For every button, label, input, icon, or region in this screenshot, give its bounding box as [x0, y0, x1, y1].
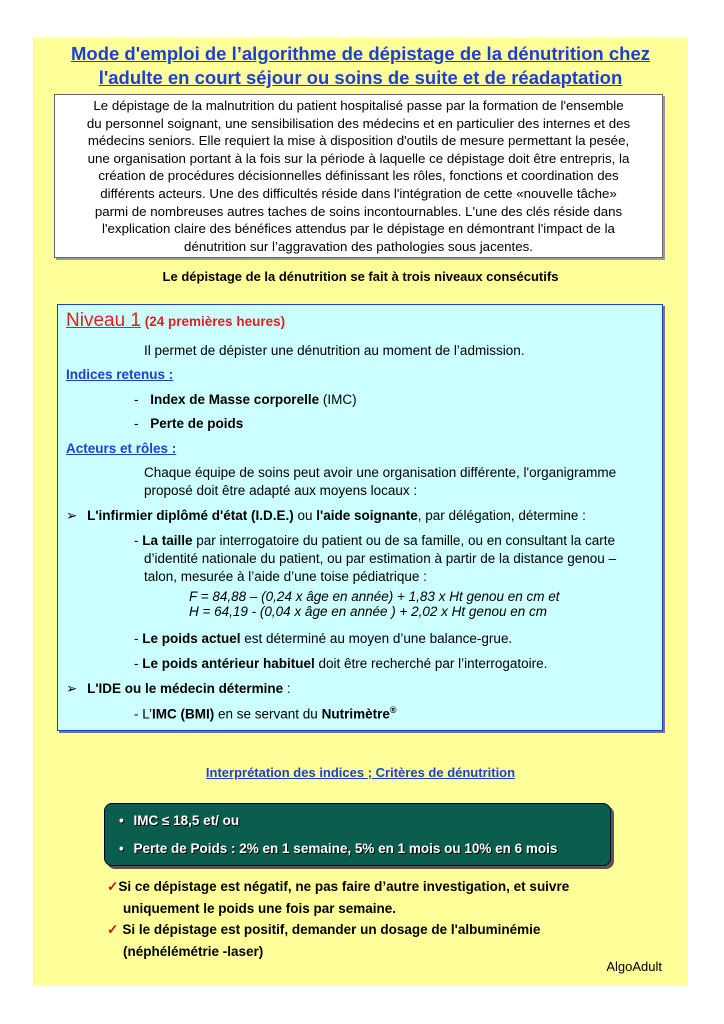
ide-medecin-suffix: :	[283, 681, 291, 696]
intro-line: du personnel soignant, une sensibilisation des médecins et en particulier des internes et des	[86, 115, 631, 131]
intro-line: une organisation portant à la fois sur la période à laquelle ce dépistage doit être entrepris, la	[87, 150, 630, 166]
ide-suffix: , par délégation, détermine :	[417, 508, 586, 523]
result-positif-line-2: (néphélémétrie -laser)	[123, 944, 264, 959]
poids-actuel-prefix: -	[134, 631, 143, 646]
imc-line	[134, 705, 396, 722]
criterion-perte	[119, 841, 557, 856]
niveau-1-period: (24 premières heures)	[144, 314, 286, 329]
criteria-box	[104, 803, 611, 866]
acteurs-text-line-2: proposé doit être adapté aux moyens locaux :	[144, 483, 418, 498]
taille-line-3: talon, mesurée à l’aide d’une toise pédiatrique :	[144, 569, 427, 584]
intro-line: dénutrition sur l’aggravation des pathologies sous jacentes.	[184, 238, 533, 254]
bullet-icon: •	[119, 813, 124, 828]
intro-line: Le dépistage de la malnutrition du patient hospitalisé passe par la formation de l'ensemble	[93, 98, 624, 113]
poids-anterieur-line	[134, 656, 547, 671]
indice-perte-poids-label: Perte de poids	[150, 416, 244, 431]
niveau-1-title	[66, 310, 285, 332]
arrow-icon: ➢	[66, 508, 78, 523]
title-line-2: l'adulte en court séjour ou soins de suite et de réadaptation	[98, 67, 623, 88]
result-negatif-text: Si ce dépistage est négatif, ne pas faire d’autre investigation, et suivre	[118, 879, 570, 894]
bullet-icon: •	[119, 841, 124, 856]
ide-connector: ou	[293, 508, 317, 523]
taille-line-1	[134, 533, 615, 548]
indice-dash: -	[134, 392, 139, 407]
poids-anterieur-prefix: -	[134, 656, 143, 671]
registered-mark: ®	[389, 705, 397, 715]
poids-actuel-label: Le poids actuel	[142, 631, 241, 646]
ide-medecin-label: L'IDE ou le médecin détermine	[87, 681, 284, 696]
formula-homme: H = 64,19 - (0,04 x âge en année ) + 2,02 x Ht genou en cm	[189, 604, 547, 619]
taille-prefix: -	[134, 533, 143, 548]
criterion-imc-text: IMC ≤ 18,5 et/ ou	[133, 813, 240, 828]
ide-line	[66, 508, 586, 524]
interpretation-heading: Interprétation des indices ; Critères de dénutrition	[205, 765, 516, 780]
acteurs-heading: Acteurs et rôles :	[66, 441, 177, 456]
check-icon: ✓	[107, 922, 119, 937]
acteurs-text-line-1: Chaque équipe de soins peut avoir une organisation différente, l'organigramme	[144, 465, 617, 480]
intro-line: médecins seniors. Elle requiert la mise à disposition d'outils de mesure permettant la pesée,	[87, 133, 630, 149]
imc-prefix: - L’	[134, 706, 153, 722]
result-negatif-line-1	[107, 879, 569, 895]
intro-box	[54, 94, 663, 258]
ide-medecin-line	[66, 681, 291, 697]
intro-line: l'explication claire des bénéfices attendus par le dépistage en démontrant l'impact de la	[102, 221, 615, 237]
indices-heading: Indices retenus :	[66, 367, 174, 382]
indice-perte-poids	[134, 416, 243, 431]
arrow-icon: ➢	[66, 681, 78, 696]
result-positif-line-1	[107, 922, 540, 938]
indice-imc-label: Index de Masse corporelle	[150, 392, 320, 407]
intro-line: différents acteurs. Une des difficultés réside dans l'intégration de cette «nouvelle tâche»	[100, 185, 617, 201]
imc-connector: en se servant du	[214, 706, 322, 722]
intro-line: création de procédures décisionnelles définissant les rôles, fonctions et coordination des	[98, 168, 619, 184]
criterion-imc	[119, 813, 239, 828]
poids-actuel-line	[134, 631, 512, 646]
taille-line-2: d’identité nationale du patient, ou par estimation à partir de la distance genou –	[144, 551, 617, 566]
niveau-1-box	[57, 304, 663, 731]
indice-dash: -	[134, 416, 139, 431]
result-positif-text: Si le dépistage est positif, demander un dosage de l'albuminémie	[122, 922, 541, 937]
ide-label: L'infirmier diplômé d'état (I.D.E.)	[87, 508, 294, 523]
criterion-perte-text: Perte de Poids : 2% en 1 semaine, 5% en 1 mois ou 10% en 6 mois	[133, 841, 558, 856]
page-title	[33, 42, 688, 90]
imc-label: IMC (BMI)	[152, 706, 215, 722]
taille-text: par interrogatoire du patient ou de sa famille, ou en consultant la carte	[192, 533, 616, 548]
nutrimetre-label: Nutrimètre	[321, 706, 390, 722]
niveau-1-label: Niveau 1	[66, 310, 141, 331]
niveau-1-description: Il permet de dépister une dénutrition au moment de l’admission.	[144, 343, 525, 358]
intro-line: parmi de nombreuses autres taches de soins incontournables. L'une des clés réside dans	[94, 203, 623, 219]
footer-label: AlgoAdult	[606, 959, 662, 974]
indice-imc-suffix: (IMC)	[319, 392, 357, 407]
taille-label: La taille	[142, 533, 193, 548]
result-negatif-line-2: uniquement le poids une fois par semaine.	[123, 901, 397, 916]
check-icon: ✓	[107, 879, 119, 894]
poids-anterieur-label: Le poids antérieur habituel	[142, 656, 315, 671]
three-levels-heading: Le dépistage de la dénutrition se fait à trois niveaux consécutifs	[162, 269, 559, 284]
aide-soignante-label: l'aide soignante	[316, 508, 418, 523]
poids-actuel-text: est déterminé au moyen d’une balance-grue.	[240, 631, 513, 646]
poids-anterieur-text: doit être recherché par l’interrogatoire.	[314, 656, 548, 671]
title-line-1: Mode d'emploi de l’algorithme de dépistage de la dénutrition chez	[70, 43, 650, 64]
formula-femme: F = 84,88 – (0,24 x âge en année) + 1,83 x Ht genou en cm et	[189, 589, 560, 604]
page-background	[33, 38, 688, 986]
indice-imc	[134, 392, 357, 407]
